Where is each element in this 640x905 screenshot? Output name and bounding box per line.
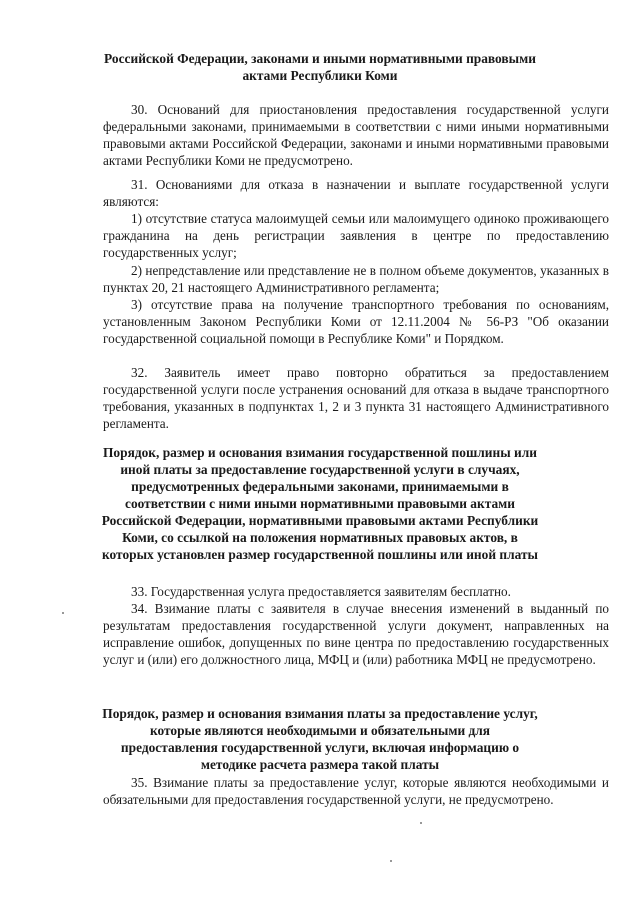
- paragraph-30: 30. Оснований для приостановления предоставления государственной услуги федеральными законами, принимаемыми в соответствии с ними иными нормативными правовыми актами Российской Федерации, законами и иными нормативными правовыми актами Республики Коми не предусмотрено.: [103, 102, 609, 168]
- paragraph-33: 33. Государственная услуга предоставляется заявителям бесплатно.: [131, 584, 511, 599]
- section-heading-continued: Российской Федерации, законами и иными нормативными правовыми актами Республики Коми: [104, 51, 536, 83]
- paragraph-31: 31. Основаниями для отказа в назначении и выплате государственной услуги являются:: [103, 177, 609, 209]
- scan-speck: [62, 612, 64, 614]
- scan-speck: [390, 860, 392, 862]
- paragraph-34: 34. Взимание платы с заявителя в случае внесения изменений в выданный по результатам предоставления государственной услуги документ, направленных на исправление ошибок, допущенных по вине центра по предоставлению государственных услуг и (или) его должностного лица, МФЦ и (или) работника МФЦ не предусмотрено.: [103, 601, 609, 667]
- paragraph-32: 32. Заявитель имеет право повторно обратиться за предоставлением государственной услуги после устранения оснований для отказа в выдаче транспортного требования, указанных в подпунктах 1, 2 и 3 пункта 31 настоящего Административного регламента.: [103, 365, 609, 431]
- section-heading-additional-services-fee: Порядок, размер и основания взимания платы за предоставление услуг, которые являются необходимыми и обязательными для предоставления государственной услуги, включая информацию о методике расчета размера такой платы: [102, 706, 538, 772]
- paragraph-35: 35. Взимание платы за предоставление услуг, которые являются необходимыми и обязательными для предоставления государственной услуги, не предусмотрено.: [103, 775, 609, 807]
- section-heading-state-fee: Порядок, размер и основания взимания государственной пошлины или иной платы за предоставление государственной услуги в случаях, предусмотренных федеральными законами, принимаемыми в соответствии с ними иными нормативными правовыми актами Российской Федерации, нормативными правовыми актами Республики Коми, со ссылкой на положения нормативных правовых актов, в которых установлен размер государственной пошлины или иной платы: [101, 445, 539, 562]
- paragraph-31-item-3: 3) отсутствие права на получение транспортного требования по основаниям, установленным Законом Республики Коми от 12.11.2004 № 56-РЗ "Об оказании государственной социальной помощи в Республике Коми" и Порядком.: [103, 297, 609, 346]
- scan-speck: [420, 822, 422, 824]
- paragraph-31-item-2: 2) непредставление или представление не в полном объеме документов, указанных в пунктах 20, 21 настоящего Административного регламента;: [103, 263, 609, 295]
- paragraph-31-item-1: 1) отсутствие статуса малоимущей семьи или малоимущего одиноко проживающего гражданина на день регистрации заявления в центре по предоставлению государственных услуг;: [103, 211, 609, 260]
